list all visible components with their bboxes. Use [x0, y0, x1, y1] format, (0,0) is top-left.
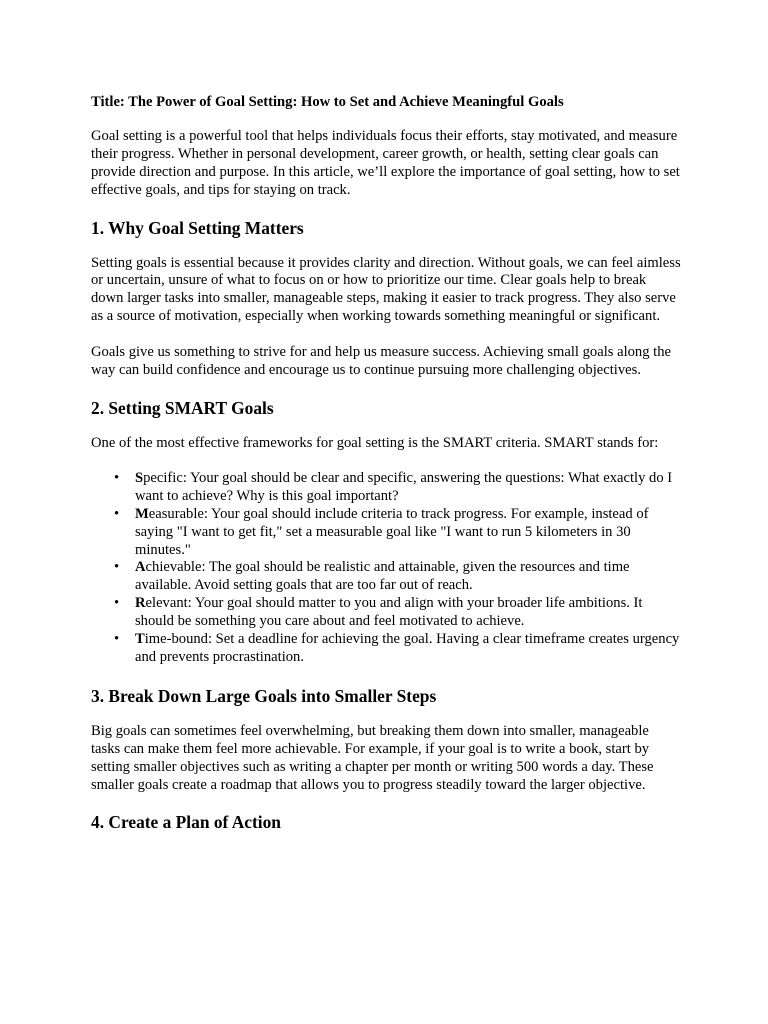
section-1-paragraph-2: Goals give us something to strive for and help us measure success. Achieving small goals along the way can build confidence and encourage us to continue pursuing more challenging objectives.	[91, 344, 671, 379]
smart-letter: R	[135, 595, 146, 612]
section-3-heading: 3. Break Down Large Goals into Smaller Steps	[91, 685, 437, 706]
document-body	[91, 94, 681, 849]
section-2-heading: 2. Setting SMART Goals	[91, 397, 274, 418]
smart-list	[91, 470, 681, 667]
section-1-heading: 1. Why Goal Setting Matters	[91, 217, 304, 238]
section-3-paragraph: Big goals can sometimes feel overwhelming, but breaking them down into smaller, manageable tasks can make them feel more achievable. For example, if your goal is to write a book, start by setting smaller objectives such as writing a chapter per month or writing 500 words a day. These smaller goals create a roadmap that allows you to progress steadily toward the larger objective.	[91, 722, 654, 793]
smart-item-text: chievable: The goal should be realistic and attainable, given the resources and time available. Avoid setting goals that are too far out of reach.	[135, 559, 630, 594]
smart-item-text: easurable: Your goal should include criteria to track progress. For example, instead of saying "I want to get fit," set a measurable goal like "I want to run 5 kilometers in 30 minutes."	[135, 505, 649, 558]
smart-item-text: elevant: Your goal should matter to you and align with your broader life ambitions. It should be something you care about and feel motivated to achieve.	[135, 595, 643, 630]
section-4-heading: 4. Create a Plan of Action	[91, 812, 281, 833]
smart-item-relevant	[135, 595, 681, 631]
section-1-paragraph-1: Setting goals is essential because it provides clarity and direction. Without goals, we can feel aimless or uncertain, unsure of what to focus on or how to prioritize our time. Clear goals help to break down larger tasks into smaller, manageable steps, making it easier to track progress. They also serve as a source of motivation, especially when working towards something meaningful or significant.	[91, 254, 681, 325]
smart-item-text: ime-bound: Set a deadline for achieving the goal. Having a clear timeframe creates urgency and prevents procrastination.	[135, 631, 680, 665]
smart-item-text: pecific: Your goal should be clear and specific, answering the questions: What exactly do I want to achieve? Why is this goal important?	[135, 469, 673, 504]
section-2-paragraph: One of the most effective frameworks for goal setting is the SMART criteria. SMART stands for:	[91, 434, 659, 451]
smart-letter: S	[135, 469, 144, 486]
smart-item-achievable	[135, 559, 681, 595]
smart-item-measurable	[135, 506, 681, 560]
document-title: Title: The Power of Goal Setting: How to Set and Achieve Meaningful Goals	[91, 94, 564, 110]
smart-item-time-bound	[135, 631, 681, 667]
smart-letter: T	[135, 631, 145, 648]
smart-letter: M	[135, 505, 149, 522]
intro-paragraph: Goal setting is a powerful tool that helps individuals focus their efforts, stay motivated, and measure their progress. Whether in personal development, career growth, or health, setting clear goals can provide direction and purpose. In this article, we’ll explore the importance of goal setting, how to set effective goals, and tips for staying on track.	[91, 127, 680, 198]
smart-item-specific	[135, 470, 681, 506]
smart-letter: A	[135, 559, 146, 576]
